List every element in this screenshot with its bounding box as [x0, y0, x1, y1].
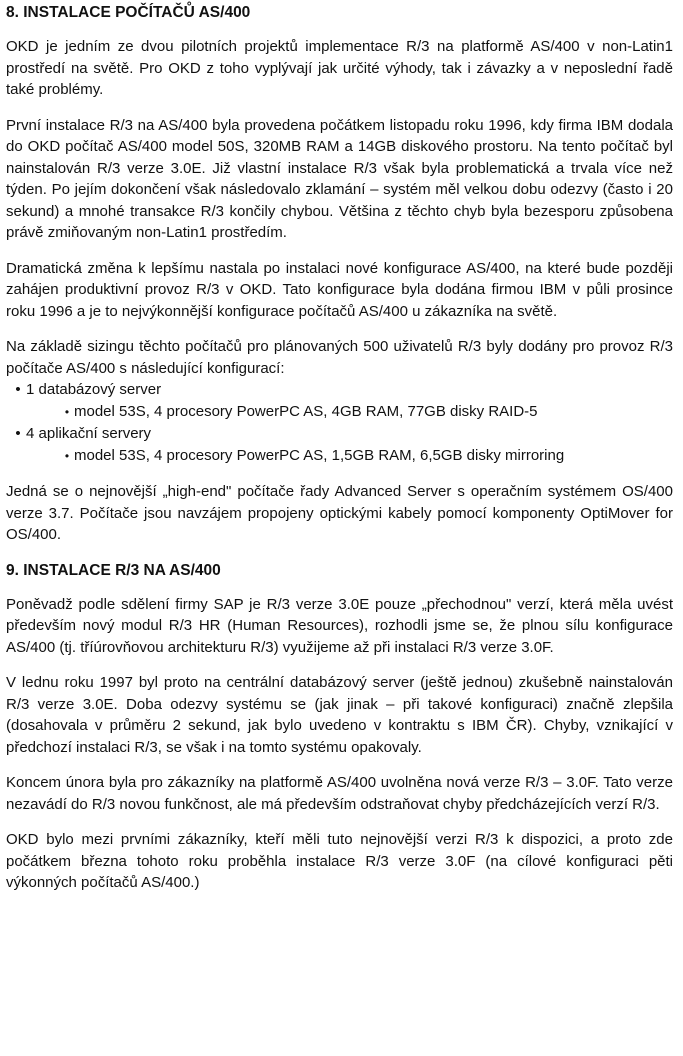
list-item [6, 379, 673, 401]
document-page [6, 2, 673, 894]
list-item-label: 1 databázový server [26, 381, 162, 398]
section-9-paragraph-2: V lednu roku 1997 byl proto na centrální databázový server (ještě jednou) zkušebně nainstalován R/3 verze 3.0E. Doba odezvy systému se (jak jinak – při takové konfiguraci) značně zlepšila (dosahovala v průměru 2 sekund, jak bylo uvedeno v kontraktu s IBM ČR). Chyby, vznikající v předchozí instalaci R/3, se však i na tomto systému opakovaly. [6, 674, 673, 756]
list-subitem [6, 445, 673, 467]
bullet-icon: • [64, 405, 70, 419]
server-config-list [6, 379, 673, 467]
list-item-label: 4 aplikační servery [26, 425, 152, 442]
list-subitem-detail: model 53S, 4 procesory PowerPC AS, 4GB RAM, 77GB disky RAID-5 [74, 403, 538, 420]
section-9-paragraph-1: Poněvadž podle sdělení firmy SAP je R/3 verze 3.0E pouze „přechodnou" verzí, která měla uvést především nový modul R/3 HR (Human Resources), rozhodli jsme se, že plnou sílu konfigurace AS/400 (tj. tříúrovňovou architekturu R/3) využijeme až při instalaci R/3 verze 3.0F. [6, 595, 673, 656]
section-9-heading: 9. INSTALACE R/3 NA AS/400 [6, 561, 221, 579]
section-8-paragraph-4: Na základě sizingu těchto počítačů pro plánovaných 500 uživatelů R/3 byly dodány pro provoz R/3 počítače AS/400 s následující konfigurací: [6, 338, 673, 377]
bullet-icon: • [64, 449, 70, 463]
bullet-icon: • [15, 425, 21, 442]
section-8-paragraph-1: OKD je jedním ze dvou pilotních projektů implementace R/3 na platformě AS/400 v non-Latin1 prostředí na světě. Pro OKD z toho vyplývají jak určité výhody, tak i závazky a v neposlední řadě také problémy. [6, 38, 673, 98]
section-8-paragraph-5: Jedná se o nejnovější „high-end" počítače řady Advanced Server s operačním systémem OS/400 verze 3.7. Počítače jsou navzájem propojeny optickými kabely pomocí komponenty OptiMover for OS/400. [6, 483, 673, 543]
list-subitem [6, 401, 673, 423]
section-8-heading: 8. INSTALACE POČÍTAČŮ AS/400 [6, 4, 251, 21]
section-8-paragraph-3: Dramatická změna k lepšímu nastala po instalaci nové konfigurace AS/400, na které bude později zahájen produktivní provoz R/3 v OKD. Tato konfigurace byla dodána firmou IBM v půli prosince roku 1996 a je to nejvýkonnější konfigurace počítačů AS/400 u zákazníka na světě. [6, 259, 673, 320]
list-item [6, 423, 673, 445]
list-subitem-detail: model 53S, 4 procesory PowerPC AS, 1,5GB RAM, 6,5GB disky mirroring [74, 447, 565, 464]
section-9-paragraph-4: OKD bylo mezi prvními zákazníky, kteří měli tuto nejnovější verzi R/3 k dispozici, a proto zde počátkem března tohoto roku proběhla instalace R/3 verze 3.0F (na cílové konfiguraci pěti výkonných počítačů AS/400.) [6, 831, 673, 891]
bullet-icon: • [15, 381, 21, 398]
section-9-paragraph-3: Koncem února byla pro zákazníky na platformě AS/400 uvolněna nová verze R/3 – 3.0F. Tato verze nezavádí do R/3 novou funkčnost, ale má především odstraňovat chyby předcházejících verzí R/3. [6, 774, 673, 813]
section-8-paragraph-2: První instalace R/3 na AS/400 byla provedena počátkem listopadu roku 1996, kdy firma IBM dodala do OKD počítač AS/400 model 50S, 320MB RAM a 14GB diskového prostoru. Na tento počítač byl nainstalován R/3 verze 3.0E. Již vlastní instalace R/3 však byla problematická a trvala více než týden. Po jejím dokončení však následovalo zklamání – systém měl velkou dobu odezvy (často i 20 sekund) a mnohé transakce R/3 končily chybou. Většina z těchto chyb byla bezesporu způsobena právě zmiňovaným non-Latin1 prostředím. [6, 116, 673, 241]
